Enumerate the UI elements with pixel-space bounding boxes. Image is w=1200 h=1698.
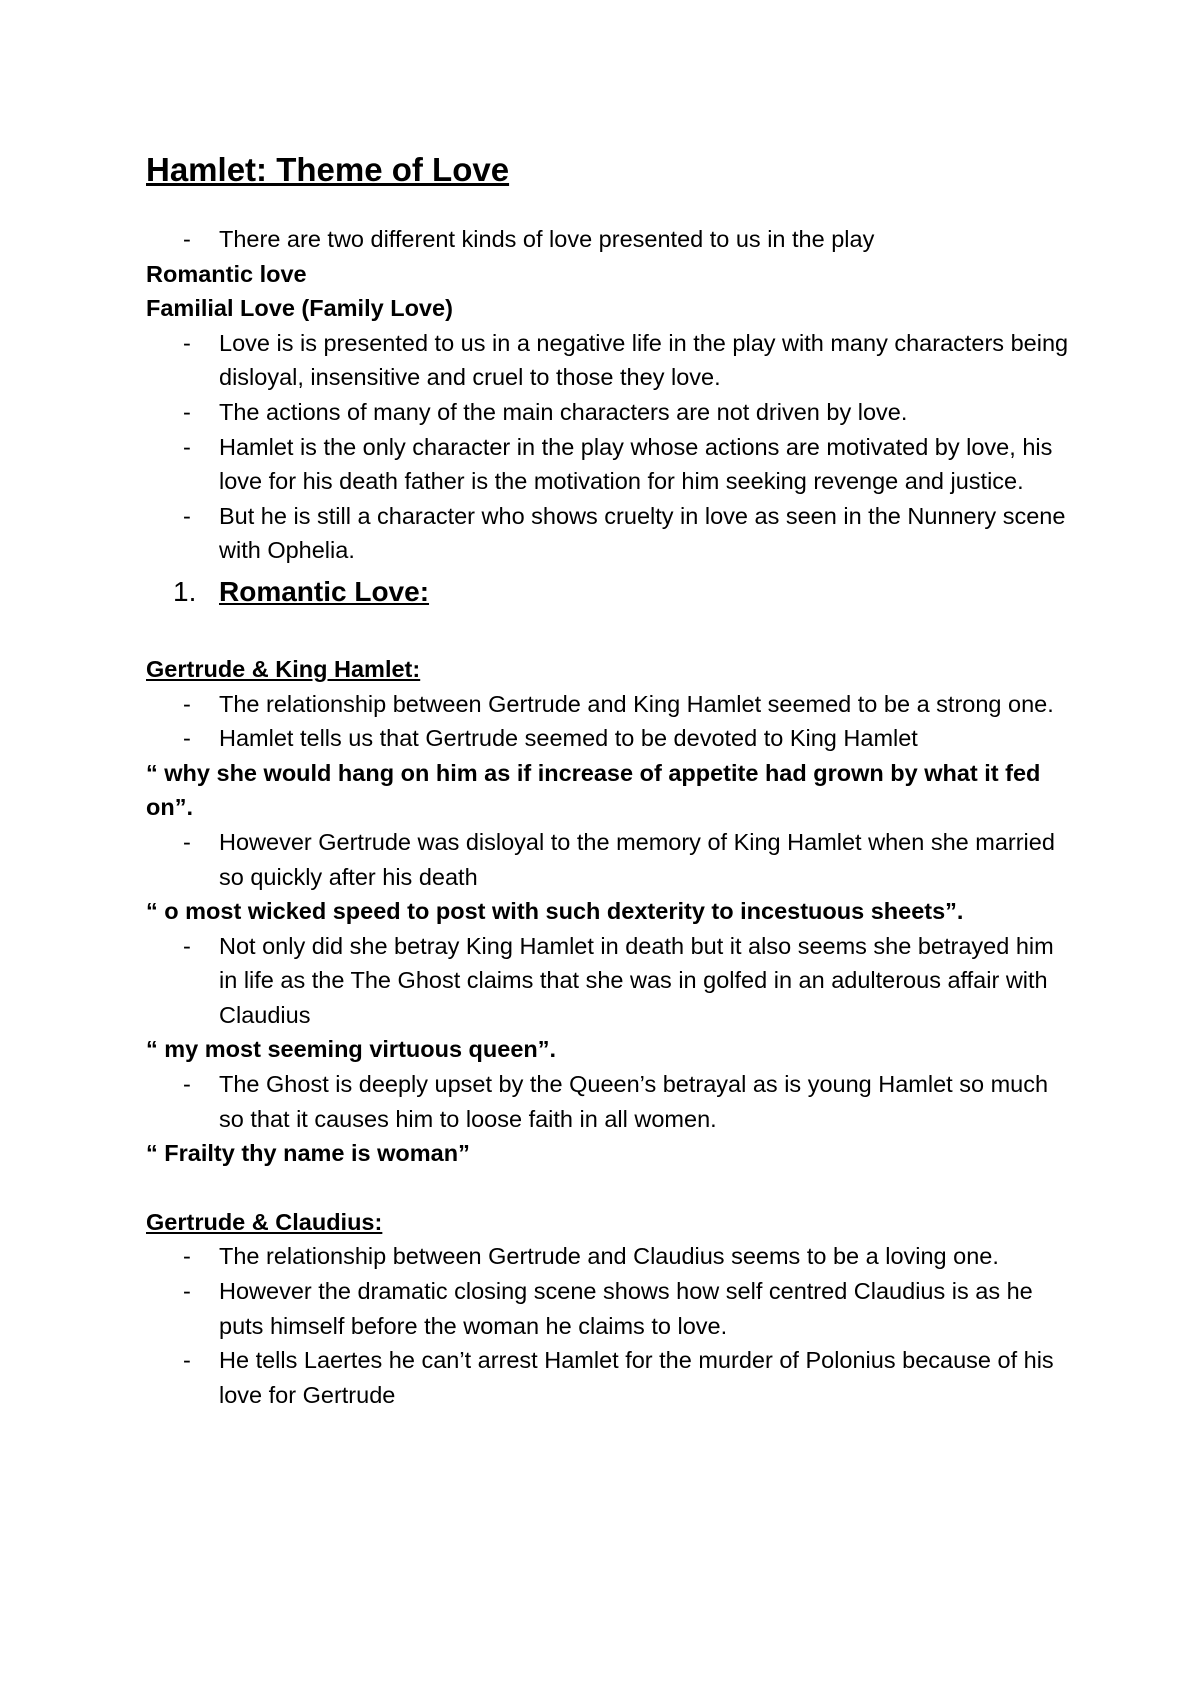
bullet-text: The Ghost is deeply upset by the Queen’s betrayal as is young Hamlet so much so that it causes him to loose faith in all women.: [219, 1071, 1049, 1132]
dash-marker: -: [183, 433, 191, 460]
dash-marker: -: [183, 1278, 191, 1305]
document-content: [146, 150, 1076, 1412]
bullet-item: [146, 1343, 1076, 1412]
bullet-text: But he is still a character who shows cruelty in love as seen in the Nunnery scene with Ophelia.: [219, 502, 1066, 564]
bullet-text: The actions of many of the main characters are not driven by love.: [219, 398, 908, 425]
bullet-text: However the dramatic closing scene shows how self centred Claudius is as he puts himself before the woman he claims to love.: [219, 1278, 1033, 1339]
quote: “ o most wicked speed to post with such dexterity to incestuous sheets”.: [146, 898, 964, 925]
dash-marker: -: [183, 1347, 191, 1374]
spacer: [146, 1171, 1076, 1205]
bullet-item: [146, 499, 1076, 568]
bullet-text: Hamlet is the only character in the play whose actions are motivated by love, his love for his death father is the motivation for him seeking revenge and justice.: [219, 433, 1053, 495]
bullet-item: [146, 687, 1076, 722]
dash-marker: -: [183, 725, 191, 752]
bullet-item: [146, 395, 1076, 430]
dash-marker: -: [183, 398, 191, 425]
bullet-item: [146, 1239, 1076, 1274]
bullet-item: [146, 929, 1076, 1033]
bullet-text: The relationship between Gertrude and Claudius seems to be a loving one.: [219, 1243, 999, 1270]
dash-marker: -: [183, 226, 191, 252]
love-kind-familial: Familial Love (Family Love): [146, 295, 453, 322]
dash-marker: -: [183, 932, 191, 959]
page-title: Hamlet: Theme of Love: [146, 151, 510, 188]
bullet-text: Love is is presented to us in a negative life in the play with many characters being disloyal, insensitive and cruel to those they love.: [219, 329, 1069, 391]
section-heading-text: Romantic Love:: [219, 575, 430, 607]
bullet-text: The relationship between Gertrude and King Hamlet seemed to be a strong one.: [219, 690, 1054, 717]
bullet-item: [146, 825, 1076, 894]
section-number: 1.: [173, 575, 197, 607]
bullet-text: Hamlet tells us that Gertrude seemed to be devoted to King Hamlet: [219, 725, 918, 752]
dash-marker: -: [183, 502, 191, 529]
bullet-item: [146, 430, 1076, 499]
dash-marker: -: [183, 329, 191, 356]
love-kind-romantic: Romantic love: [146, 260, 307, 287]
bullet-item: [146, 222, 1076, 257]
subheading-gertrude-king-hamlet: Gertrude & King Hamlet:: [146, 655, 421, 682]
bullet-text: However Gertrude was disloyal to the memory of King Hamlet when she married so quickly after his death: [219, 828, 1055, 890]
section-heading-romantic-love: [146, 570, 1076, 614]
subheading-gertrude-claudius: Gertrude & Claudius:: [146, 1208, 383, 1235]
bullet-item: [146, 1067, 1076, 1136]
dash-marker: -: [183, 1243, 191, 1270]
bullet-text: He tells Laertes he can’t arrest Hamlet for the murder of Polonius because of his love for Gertrude: [219, 1347, 1054, 1408]
quote: “ Frailty thy name is woman”: [146, 1140, 470, 1167]
dash-marker: -: [183, 828, 191, 855]
quote: “ my most seeming virtuous queen”.: [146, 1036, 557, 1063]
dash-marker: -: [183, 690, 191, 717]
bullet-item: [146, 1274, 1076, 1343]
bullet-item: [146, 721, 1076, 756]
bullet-text: Not only did she betray King Hamlet in death but it also seems she betrayed him in life as the The Ghost claims that she was in golfed in an adulterous affair with Claudius: [219, 932, 1054, 1028]
dash-marker: -: [183, 1071, 191, 1098]
quote: “ why she would hang on him as if increase of appetite had grown by what it fed on”.: [146, 759, 1041, 821]
bullet-text: There are two different kinds of love presented to us in the play: [219, 226, 875, 252]
bullet-item: [146, 326, 1076, 395]
